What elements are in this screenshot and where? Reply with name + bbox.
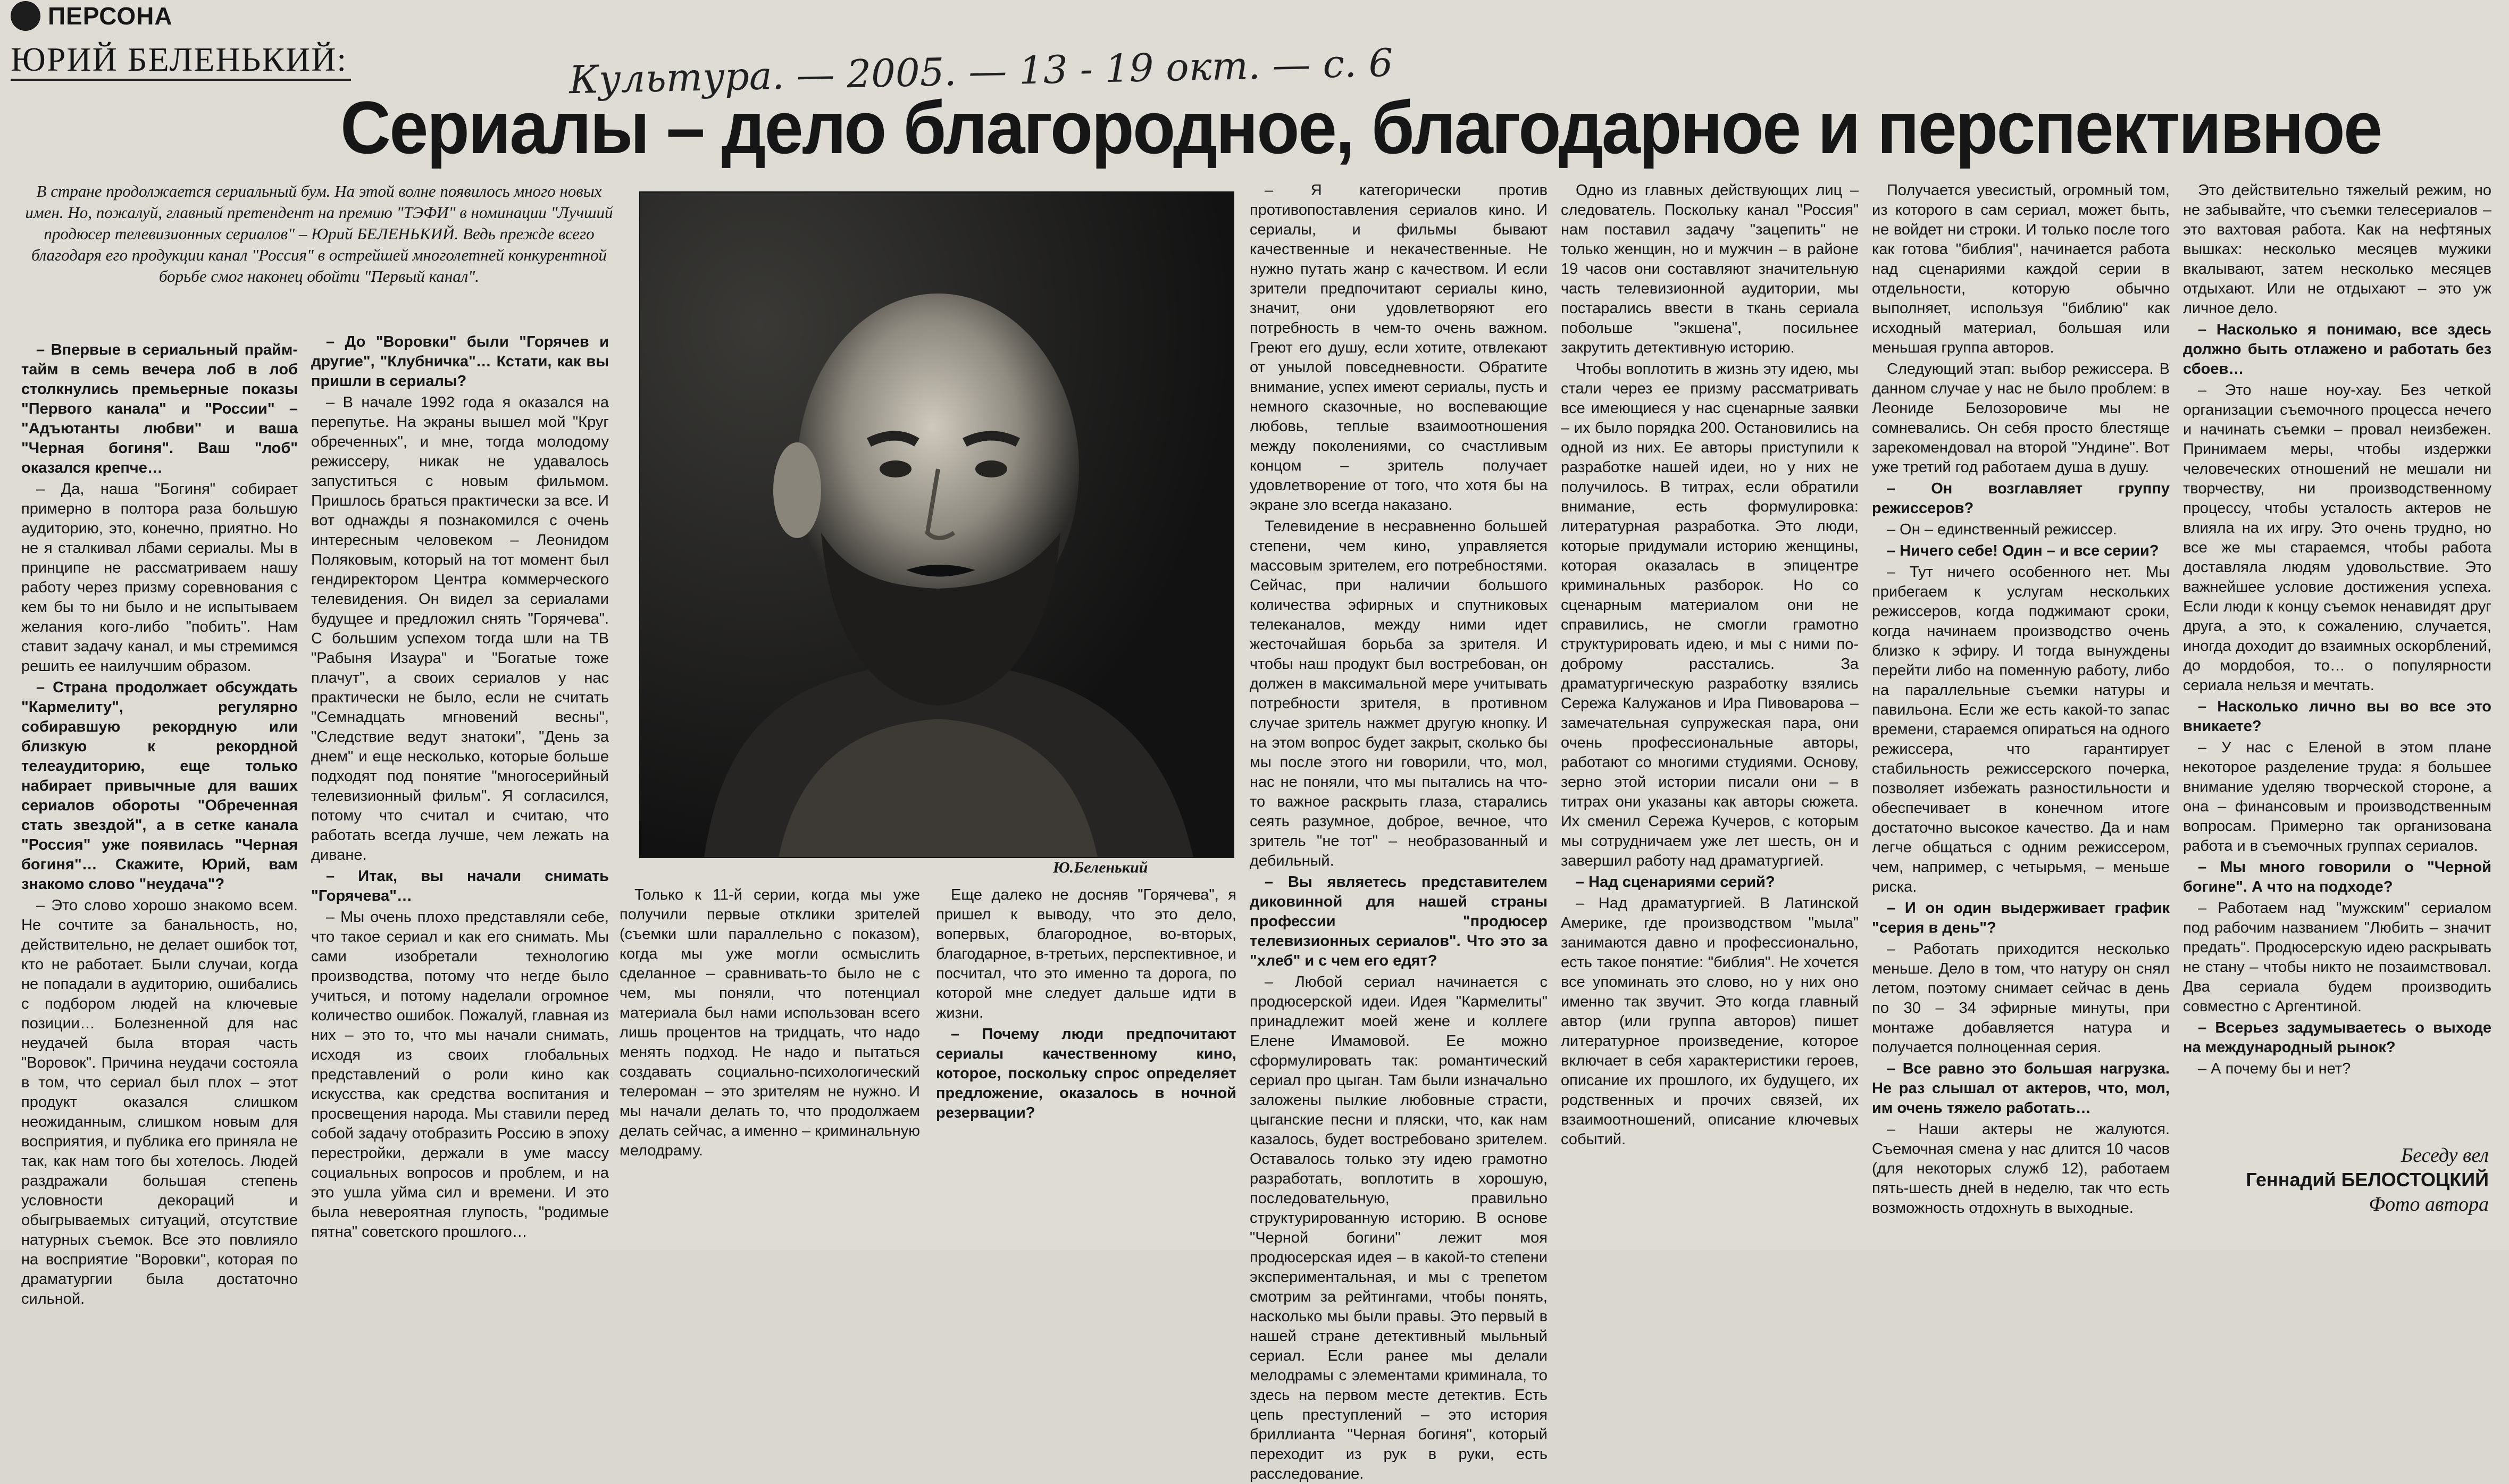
author-heading: ЮРИЙ БЕЛЕНЬКИЙ:	[11, 40, 351, 81]
interview-question: – Над сценариями серий?	[1576, 874, 1775, 891]
interview-answer: – Это наше ноу-хау. Без четкой организации съемочного процесса нечего и начинать съемки – провал неизбежен. Принимаем меры, чтобы издержки человеческих отношений не мешали ни творчеству, ни производственному процессу, чтобы усталость актеров не влияла на их игру. Это очень трудно, но все же мы стараемся, чтобы работа доставляла людям удовольствие. Это важнейшее условие достижения успеха. Если люди к концу съемок ненавидят друг друга, а это, к сожалению, случается, иногда доходит до взаимных оскорблений, до мордобоя, то… о популярности сериала нельзя и мечтать.	[2183, 382, 2491, 694]
interview-question: – Итак, вы начали снимать "Горячева"…	[311, 868, 609, 904]
interview-question: – И он один выдерживает график "серия в день"?	[1872, 900, 2170, 936]
rubric	[11, 1, 173, 31]
signature-block	[2234, 1143, 2489, 1217]
interview-answer: – А почему бы и нет?	[2198, 1060, 2351, 1077]
interview-answer: Еще далеко не досняв "Горячева", я пришел к выводу, что это дело, вопервых, благородное, во-вторых, благодарное, в-третьих, перспективное, и посчитал, что это именно та дорога, по которой мне следует дальше идти в жизни.	[936, 886, 1236, 1021]
interview-answer: – Над драматургией. В Латинской Америке, где производством "мыла" занимаются давно и профессионально, есть такое понятие: "библия". Не хочется все упоминать это слово, но у них оно именно так звучит. Это когда главный автор (или группа авторов) пишет литературное произведение, которое включает в себя характеристики героев, описание их прошлого, их будущего, их родственных и прочих связей, их взаимоотношений, описание ключевых событий.	[1561, 895, 1859, 1148]
interview-answer: – В начале 1992 года я оказался на перепутье. На экраны вышел мой "Круг обреченных", и мне, тогда молодому режиссеру, никак не удавалось запуститься с новым фильмом. Пришлось браться практически за все. И вот однажды я познакомился с очень интересным человеком – Леонидом Поляковым, который на тот момент был гендиректором Центра коммерческого телевидения. Он видел за сериалами будущее и предложил снять "Горячева". С большим успехом тогда шли на ТВ "Рабыня Изаура" и "Богатые тоже плачут", а своих сериалов у нас практически не было, если не считать "Семнадцать мгновений весны", "Следствие ведут знатоки", "День за днем" и еще несколько, которые больше подходят под понятие "многосерийный телевизионный фильм". Я согласился, потому что считал и считаю, что работать всегда лучше, чем лежать на диване.	[311, 394, 609, 863]
rubric-bullet-icon	[11, 1, 40, 31]
interview-answer: Получается увесистый, огромный том, из которого в сам сериал, может быть, не войдет ни строки. И только после того как готова "библия", начинается работа над сценариями каждой серии в отдельности, которую обычно выполняет, используя "библию" как исходный материал, большая или меньшая группа авторов.	[1872, 182, 2170, 356]
interview-answer: – Работаем над "мужским" сериалом под рабочим названием "Любить – значит предать". Продюсерскую идею раскрывать не стану – чтобы никто не позаимствовал. Два сериала будем производить совместно с Аргентиной.	[2183, 900, 2491, 1015]
interview-answer: – Мы очень плохо представляли себе, что такое сериал и как его снимать. Мы сами изобретали технологию производства, потому что негде было учиться, и потому наделали огромное количество ошибок. Пожалуй, главная из них – это то, что мы начали снимать, исходя из своих глобальных представлений о роли кино как искусства, как средства воспитания и просвещения народа. Мы ставили перед собой задачу отобразить Россию в эпоху перестройки, держали в уме массу социальных вопросов и проблем, и на это ушла уйма сил и времени. И это была невероятная глупость, "родимые пятна" советского прошлого…	[311, 909, 609, 1240]
interview-answer: Следующий этап: выбор режиссера. В данном случае у нас не было проблем: в Леониде Белозоровиче мы не сомневались. Он себя просто блестяще зарекомендовал на второй "Ундине". Вот уже третий год работаем душа в душу.	[1872, 360, 2170, 476]
interview-question: – Почему люди предпочитают сериалы качественному кино, которое, поскольку спрос определяет предложение, оказалось в ночной резервации?	[936, 1026, 1236, 1121]
interview-question: – Вы являетесь представителем диковинной для нашей страны профессии "продюсер телевизионных сериалов". Что это за "хлеб" и с чем его едят?	[1250, 874, 1548, 969]
photo-credit: Ю.Беленький	[1053, 859, 1148, 876]
signature-byline: Беседу вел	[2401, 1144, 2489, 1167]
interview-answer: Телевидение в несравненно большей степени, чем кино, управляется массовым зрителем, его потребностями. Сейчас, при наличии большого количества эфирных и спутниковых телеканалов, между ними идет жесточайшая борьба за зрителя. И чтобы наш продукт был востребован, он должен в максимальной мере учитывать потребности зрителя, в противном случае зритель нажмет другую кнопку. И на этом вопрос будет закрыт, сколько бы мы после этого ни говорили, что, мол, нас не поняли, что мы пытались на что-то важное раскрыть глаза, старались сеять разумное, доброе, вечное, что зритель "не тот" – необразованный и дебильный.	[1250, 518, 1548, 869]
portrait-illustration	[640, 192, 1233, 857]
interview-answer: Одно из главных действующих лиц – следователь. Поскольку канал "Россия" нам поставил задачу "зацепить" не только женщин, но и мужчин – в районе 19 часов они составляют значительную часть телевизионной аудитории, мы постарались ввести в ткань сериала побольше "экшена", посильнее закрутить детективную историю.	[1561, 182, 1859, 356]
handwritten-citation: Культура. — 2005. — 13 - 19 окт. — с. 6	[568, 40, 1394, 103]
interview-question: – До "Воровки" были "Горячев и другие", "Клубничка"… Кстати, как вы пришли в сериалы?	[311, 333, 609, 390]
text-column-4	[1561, 181, 1859, 1247]
interview-answer: – У нас с Еленой в этом плане некоторое разделение труда: я большее внимание уделяю творческой стороне, а она – финансовым и производственным вопросам. Примерно так организована работа и в съемочных группах сериалов.	[2183, 739, 2491, 854]
interview-answer: – Работать приходится несколько меньше. Дело в том, что натуру он снял летом, поэтому снимает сейчас в день по 30 – 34 эфирные минуты, при монтаже добавляется натура и получается полноценная серия.	[1872, 941, 2170, 1056]
interview-question: – Страна продолжает обсуждать "Кармелиту", регулярно собиравшую рекордную или близкую к рекордной телеаудиторию, еще только набирает привычные для ваших сериалов обороты "Обреченная стать звездой", а в сетке канала "Россия" уже появилась "Черная богиня"… Скажите, Юрий, вам знакомо слово "неудача"?	[21, 679, 298, 893]
article-lead: В стране продолжается сериальный бум. На этой волне появилось много новых имен. Но, пожалуй, главный претендент на премию "ТЭФИ" в номинации "Лучший продюсер телевизионных сериалов" – Юрий БЕЛЕНЬКИЙ. Ведь прежде всего благодаря его продукции канал "Россия" в острейшей многолетней конкурентной борьбе смог наконец обойти "Первый канал".	[25, 182, 613, 286]
interview-answer: Чтобы воплотить в жизнь эту идею, мы стали через ее призму рассматривать все имеющиеся у нас сценарные заявки – их было порядка 200. Остановились на одной из них. Ее авторы приступили к разработке нашей идеи, но у них не получилось. В титрах, если обратили внимание, есть формулировка: литературная разработка. Это люди, которые придумали историю женщины, которая оказалась в эпицентре криминальных разборок. Но со сценарным материалом они не справились, не смогли грамотно структурировать идею, и мы с ними по-доброму расстались. За драматургическую разработку взялись Сережа Калужанов и Ира Пивоварова – замечательная супружеская пара, они очень профессиональные авторы, работают со многими студиями. Основу, зерно этой истории писали они – в титрах они указаны как авторы сюжета. Их сменил Сережа Кучеров, с которым мы сотрудничаем уже лет шесть, он и завершил работу над драматургией.	[1561, 360, 1859, 869]
interview-question: – Впервые в сериальный прайм-тайм в семь вечера лоб в лоб столкнулись премьерные показы "Первого канала" и "России" – "Адъютанты любви" и ваша "Черная богиня". Ваш "лоб" оказался крепче…	[21, 341, 298, 476]
interview-question: – Он возглавляет группу режиссеров?	[1872, 480, 2170, 517]
interview-answer: Только к 11-й серии, когда мы уже получили первые отклики зрителей (съемки шли параллельно с показом), когда мы уже могли осмыслить сделанное – сравнивать-то было не с чем, мы поняли, что потенциал материала был нами использован всего лишь процентов на тридцать, что надо менять подход. Не надо и пытаться создавать социально-психологический телероман – это зрителям не нужно. И мы начали делать то, что продолжаем делать сейчас, а именно – криминальную мелодраму.	[620, 886, 920, 1159]
interview-question: – Всерьез задумываетесь о выходе на международный рынок?	[2183, 1019, 2491, 1056]
interview-answer: – Да, наша "Богиня" собирает примерно в полтора раза большую аудиторию, это, конечно, приятно. Но не я сталкивал лбами сериалы. Мы в принципе не рассматриваем нашу работу через призму соревнования с кем бы то ни было и не испытываем желания кого-либо "побить". Нам ставит задачу канал, и мы стремимся решить ее наилучшим образом.	[21, 481, 298, 675]
interview-question: – Мы много говорили о "Черной богине". А что на подходе?	[2183, 859, 2491, 895]
interview-question: – Насколько я понимаю, все здесь должно быть отлажено и работать без сбоев…	[2183, 321, 2491, 378]
interview-answer: – Я категорически против противопоставления сериалов кино. И сериалы, и фильмы бывают качественные и некачественные. Не нужно путать жанр с качеством. И если зрители предпочитают сериалы кино, значит, они удовлетворяют его потребность в чем-то очень важном. Греют его душу, если хотите, отвлекают от унылой повседневности. Обратите внимание, успех имеют сериалы, пусть и немного сказочные, но воспевающие любовь, теплые взаимоотношения между поколениями, со счастливым концом – зритель получает удовлетворение от того, что хотя бы на экране зло всегда наказано.	[1250, 182, 1548, 514]
rubric-label: ПЕРСОНА	[48, 2, 173, 30]
signature-photo-credit: Фото автора	[2369, 1193, 2489, 1215]
interview-answer: – Тут ничего особенного нет. Мы прибегаем к услугам нескольких режиссеров, когда поджимают сроки, когда начинаем производство очень близко к эфиру. И тогда вынуждены перейти либо на поменную работу, либо на параллельные съемки натуры и павильона. Если же есть какой-то запас времени, стараемся опираться на одного режиссера, что гарантирует стабильность режиссерского почерка, позволяет избежать разностильности и обеспечивает в конечном итоге достаточно высокое качество. Да и нам легче общаться с одним режиссером, чем, например, с четырьмя, – меньше риска.	[1872, 564, 2170, 895]
text-column-1	[21, 340, 298, 1307]
text-column-5	[1872, 181, 2170, 1247]
interview-answer: Это действительно тяжелый режим, но не забывайте, что съемки телесериалов – это вахтовая работа. Как на нефтяных вышках: несколько месяцев мужики вкалывают, затем несколько месяцев отдыхают. Или не отдыхают – это уж личное дело.	[2183, 182, 2491, 317]
text-column-3b	[1250, 181, 1548, 1482]
text-column-2	[311, 332, 609, 1247]
text-column-3	[620, 885, 1236, 1247]
interview-question: – Все равно это большая нагрузка. Не раз слышал от актеров, что, мол, им очень тяжело работать…	[1872, 1060, 2170, 1117]
text-column-6	[2183, 181, 2491, 1138]
signature-author-name: Геннадий БЕЛОСТОЦКИЙ	[2246, 1169, 2489, 1190]
interview-question: – Насколько лично вы во все это вникаете?	[2183, 698, 2491, 735]
portrait-photo	[639, 191, 1234, 858]
interview-answer: – Он – единственный режиссер.	[1887, 521, 2117, 538]
interview-question: – Ничего себе! Один – и все серии?	[1887, 542, 2159, 559]
interview-answer: – Любой сериал начинается с продюсерской идеи. Идея "Кармелиты" принадлежит моей жене и коллеге Елене Имамовой. Ее можно сформулировать так: романтический сериал про цыган. Там были изначально заложены пылкие любовные страсти, цыганские песни и пляски, что, как нам казалось, будет востребовано зрителем. Оставалось только эту идею грамотно разработать, воплотить в хорошую, последовательную, правильно структурированную историю. В основе "Черной богини" лежит моя продюсерская идея – в какой-то степени экспериментальная, и мы с трепетом смотрим за рейтингами, чтобы понять, насколько мы были правы. Это первый в нашей стране детективный мыльный сериал. Если ранее мы делали мелодрамы с элементами криминала, то здесь на первом месте детектив. Есть цепь преступлений – это история бриллианта "Черная богиня", который переходит из рук в руки, есть расследование.	[1250, 974, 1548, 1482]
interview-answer: – Это слово хорошо знакомо всем. Не сочтите за банальность, но, действительно, не делает ошибок тот, кто не работает. Были случаи, когда не попадали в аудиторию, ошибались с подбором людей на ключевые позиции… Болезненной для нас неудачей была вторая часть "Воровок". Причина неудачи состояла в том, что сериал был плох – этот продукт оказался слишком неожиданным, слишком новым для восприятия, и публика его приняла не так, как нам того бы хотелось. Людей раздражали большая степень условности декораций и обыгрываемых ситуаций, отсутствие натурных съемок. Все это повлияло на восприятие "Воровки", которая по драматургии была достаточно сильной.	[21, 897, 298, 1307]
article-headline: Сериалы – дело благородное, благодарное и перспективное	[340, 86, 2381, 169]
interview-answer: – Наши актеры не жалуются. Съемочная смена у нас длится 10 часов (для некоторых служб 12), работаем пять-шесть дней в неделю, так что есть возможность отдохнуть в выходные.	[1872, 1121, 2170, 1217]
